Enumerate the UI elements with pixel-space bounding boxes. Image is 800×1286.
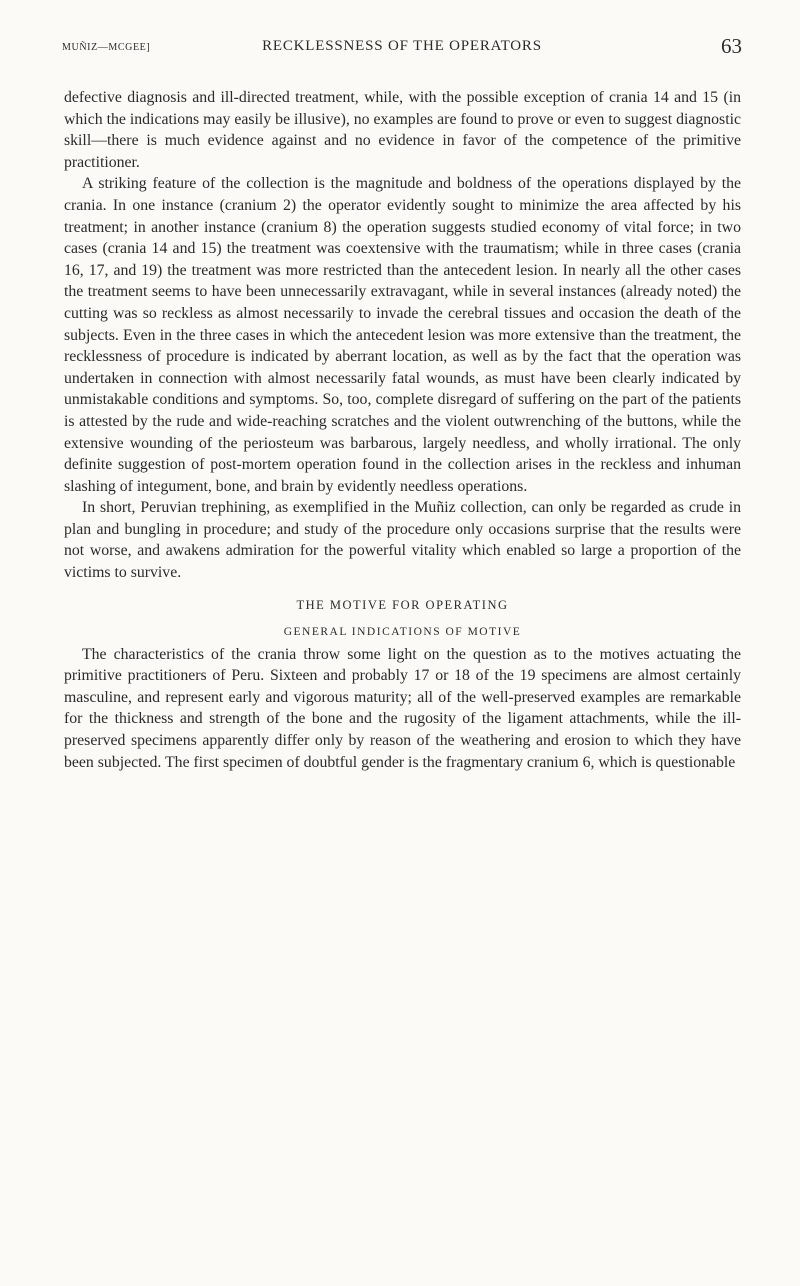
- running-head-title: RECKLESSNESS OF THE OPERATORS: [262, 38, 542, 54]
- paragraph-motives: The characteristics of the crania throw some light on the question as to the motives actuating the primitive practitioners of Peru. Sixteen and probably 17 or 18 of the 19 specimens are almost certainly masculine, and represent early and vigorous maturity; all of the well-preserved examples are remarkable for the thickness and strength of the bone and the rugosity of the ligament attachments, while the ill-preserved specimens apparently differ only by reason of the weathering and erosion to which they have been subjected. The first specimen of doubtful gender is the fragmentary cranium 6, which is questionable: [64, 645, 741, 771]
- paragraph-continued: defective diagnosis and ill-directed treatment, while, with the possible exception of crania 14 and 15 (in which the indications may easily be illusive), no examples are found to prove or even to suggest diagnostic skill—there is much evidence against and no evidence in favor of the competence of the primitive practitioner.: [64, 89, 741, 171]
- paragraph-summary: In short, Peruvian trephining, as exemplified in the Muñiz collection, can only be regarded as crude in plan and bungling in procedure; and study of the procedure only occasions surprise that the results were not worse, and awakens admiration for the powerful vitality which enabled so large a proportion of the victims to survive.: [64, 499, 741, 582]
- page-number: 63: [721, 34, 742, 58]
- page-body: [64, 87, 741, 773]
- section-heading: THE MOTIVE FOR OPERATING: [296, 597, 509, 612]
- paragraph-recklessness: A striking feature of the collection is the magnitude and boldness of the operations displayed by the crania. In one instance (cranium 2) the operator evidently sought to minimize the area affected by his treatment; in another instance (cranium 8) the operation suggests studied economy of vital force; in two cases (crania 14 and 15) the treatment was coextensive with the traumatism; while in three cases (crania 16, 17, and 19) the treatment was more restricted than the antecedent lesion. In nearly all the other cases the treatment seems to have been unnecessarily extravagant, while in several instances (already noted) the cutting was so reckless as almost necessarily to invade the cerebral tissues and occasion the death of the subjects. Even in the three cases in which the antecedent lesion was more extensive than the treatment, the recklessness of procedure is indicated by aberrant location, as well as by the fact that the operation was undertaken in connection with almost necessarily fatal wounds, as must have been clearly indicated by unmistakable conditions and symptoms. So, too, complete disregard of suffering on the part of the patients is attested by the rude and wide-reaching scratches and the violent outwrenching of the buttons, while the extensive wounding of the periosteum was barbarous, largely needless, and wholly irrational. The only definite suggestion of post-mortem operation found in the collection arises in the reckless and inhuman slashing of integument, bone, and brain by evidently needless operations.: [64, 175, 741, 495]
- running-head-authors: MUÑIZ—MCGEE]: [62, 42, 151, 53]
- running-header: [62, 36, 742, 66]
- subsection-heading: GENERAL INDICATIONS OF MOTIVE: [283, 625, 522, 638]
